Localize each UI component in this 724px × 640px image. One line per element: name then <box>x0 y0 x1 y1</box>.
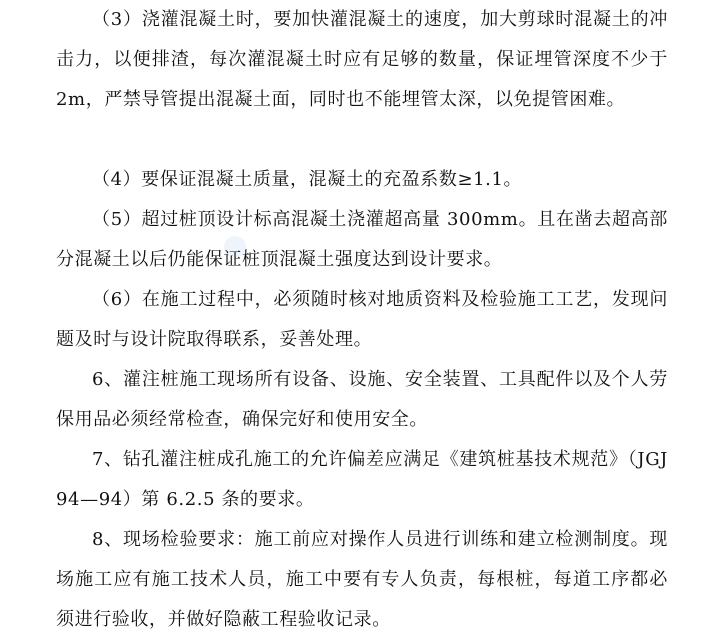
paragraph-equipment-inspection: 6、灌注桩施工现场所有设备、设施、安全装置、工具配件以及个人劳保用品必须经常检查，确保完好和使用安全。 <box>56 369 668 430</box>
paragraph-site-inspection: 8、现场检验要求：施工前应对操作人员进行训练和建立检测制度。现场施工应有施工技术人员，施工中要有专人负责，每根桩，每道工序都必须进行验收，并做好隐蔽工程验收记录。 <box>56 529 668 630</box>
paragraph-over-pour-height: （5）超过桩顶设计标高混凝土浇灌超高量 300mm。且在凿去超高部分混凝土以后仍能保证桩顶混凝土强度达到设计要求。 <box>56 209 668 270</box>
paragraph-pour-concrete: （3）浇灌混凝土时，要加快灌混凝土的速度，加大剪球时混凝土的冲击力，以便排渣，每次灌混凝土时应有足够的数量，保证埋管深度不少于 2m，严禁导管提出混凝土面，同时也不能埋管太深，以免提管困难。 <box>56 9 668 110</box>
paragraph-tolerance-requirement: 7、钻孔灌注桩成孔施工的允许偏差应满足《建筑桩基技术规范》（JGJ94—94）第 6.2.5 条的要求。 <box>56 449 668 510</box>
paragraph-construction-process: （6）在施工过程中，必须随时核对地质资料及检验施工工艺，发现问题及时与设计院取得联系，妥善处理。 <box>56 289 668 350</box>
paragraph-concrete-quality: （4）要保证混凝土质量，混凝土的充盈系数≥1.1。 <box>92 169 523 190</box>
